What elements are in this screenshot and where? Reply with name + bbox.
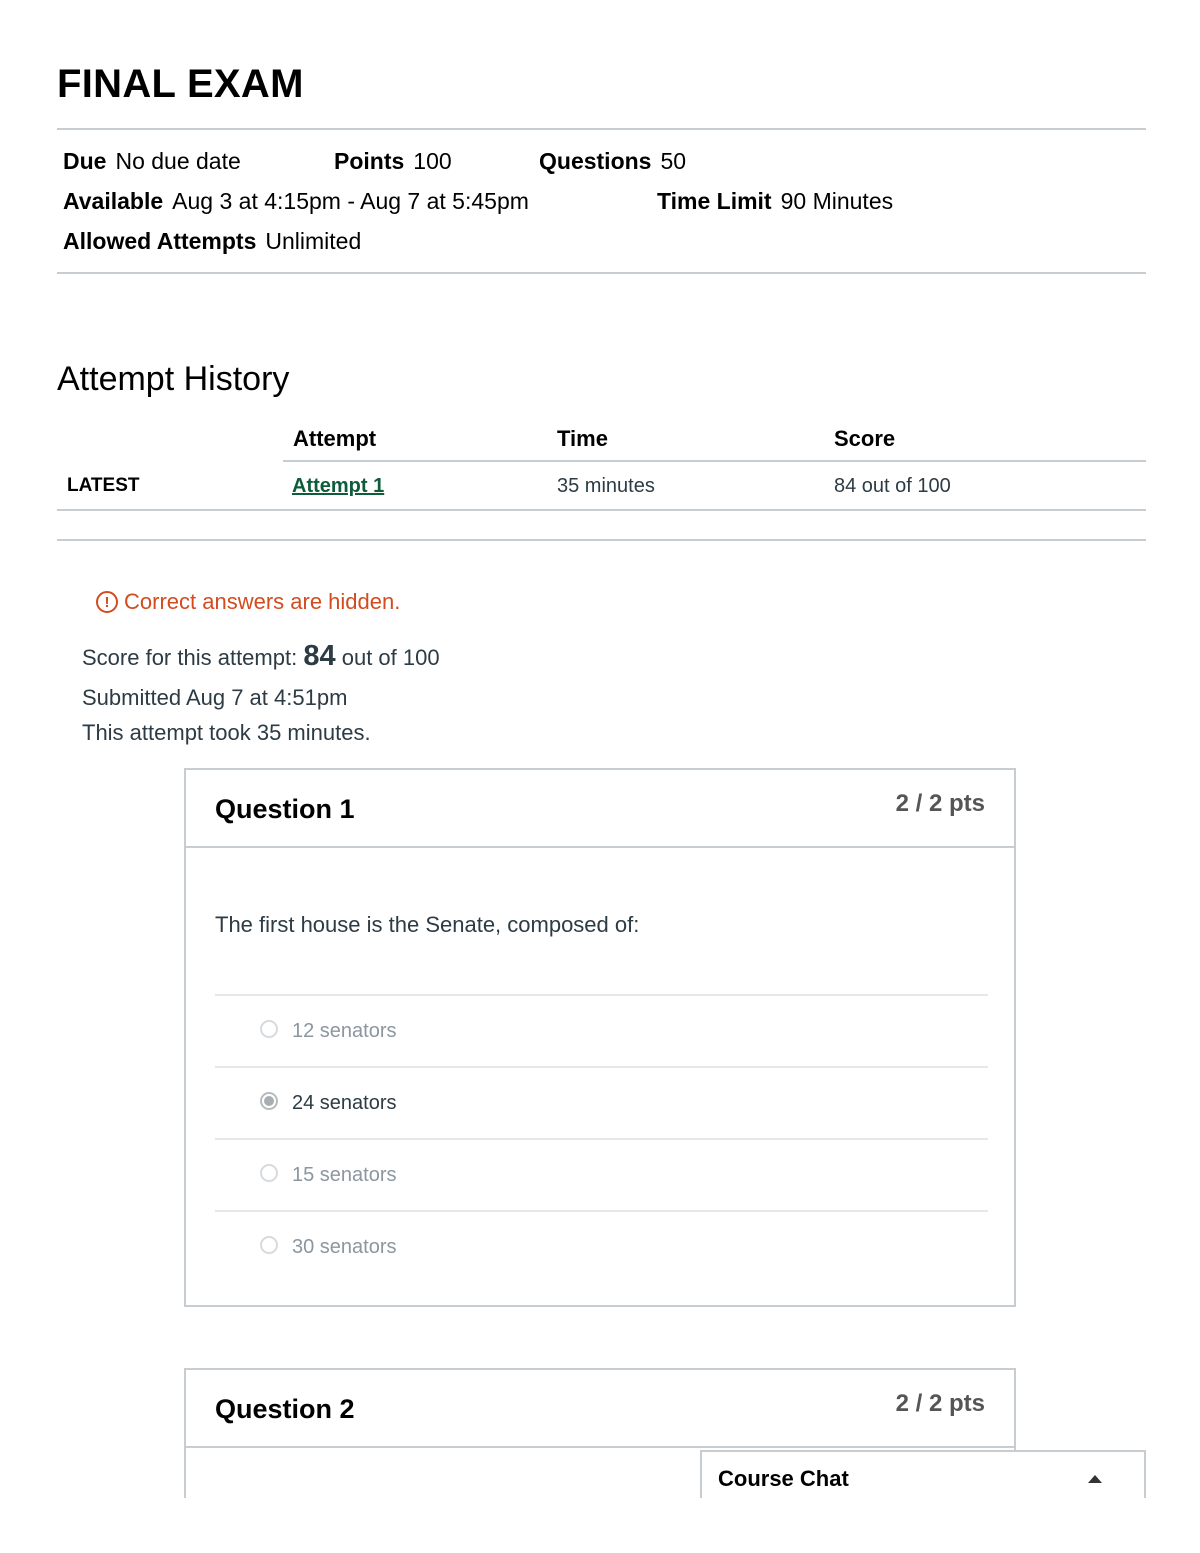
answer-label: 30 senators: [292, 1236, 397, 1258]
answer-option-selected[interactable]: [215, 1066, 988, 1138]
meta-available: [63, 188, 529, 215]
answer-label: 15 senators: [292, 1164, 397, 1186]
meta-questions: [539, 148, 686, 175]
score-value: 84: [303, 640, 336, 672]
column-header-time: Time: [557, 426, 608, 451]
divider: [57, 539, 1146, 541]
meta-label: Points: [334, 148, 405, 174]
radio-button[interactable]: [260, 1236, 278, 1254]
answer-list: [215, 994, 988, 1282]
meta-value: No due date: [115, 148, 241, 174]
meta-points: [334, 148, 452, 175]
table-row-divider: [57, 509, 1146, 511]
table-header-divider: [283, 460, 1146, 462]
meta-value: 100: [413, 148, 452, 174]
warning-circle-icon: !: [96, 591, 118, 613]
question-title: Question 1: [215, 794, 355, 824]
answer-option[interactable]: [215, 994, 988, 1066]
attempt-score: 84 out of 100: [834, 475, 951, 497]
score-prefix: Score for this attempt:: [82, 645, 298, 670]
answer-option[interactable]: [215, 1210, 988, 1282]
attempt-duration: This attempt took 35 minutes.: [82, 720, 371, 745]
meta-value: 50: [660, 148, 687, 174]
question-card: [184, 768, 1016, 1307]
latest-badge: LATEST: [67, 475, 140, 496]
answer-label: 24 senators: [292, 1092, 397, 1114]
question-points: 2 / 2 pts: [895, 790, 985, 817]
course-chat-title: Course Chat: [718, 1466, 849, 1491]
divider: [57, 272, 1146, 274]
question-header: [186, 770, 1014, 848]
meta-label: Available: [63, 188, 164, 214]
meta-label: Allowed Attempts: [63, 228, 257, 254]
submitted-time: Submitted Aug 7 at 4:51pm: [82, 685, 348, 710]
meta-value: Unlimited: [265, 228, 362, 254]
answer-option[interactable]: [215, 1138, 988, 1210]
answer-label: 12 senators: [292, 1020, 397, 1042]
attempt-score-summary: [82, 640, 440, 673]
radio-button[interactable]: [260, 1164, 278, 1182]
notice-text: Correct answers are hidden.: [124, 589, 401, 614]
radio-button-selected[interactable]: [260, 1092, 278, 1110]
divider: [57, 128, 1146, 130]
answers-hidden-notice: [96, 589, 400, 615]
meta-time-limit: [657, 188, 893, 215]
question-points: 2 / 2 pts: [895, 1390, 985, 1417]
column-header-score: Score: [834, 426, 896, 451]
caret-up-icon[interactable]: [1088, 1475, 1102, 1483]
question-title: Question 2: [215, 1394, 355, 1424]
radio-button[interactable]: [260, 1020, 278, 1038]
meta-value: 90 Minutes: [780, 188, 894, 214]
meta-due: [63, 148, 241, 175]
score-suffix: out of 100: [341, 645, 440, 670]
attempt-link[interactable]: Attempt 1: [292, 475, 385, 497]
meta-label: Questions: [539, 148, 652, 174]
meta-label: Due: [63, 148, 107, 174]
attempt-history-title: Attempt History: [57, 360, 290, 398]
meta-value: Aug 3 at 4:15pm - Aug 7 at 5:45pm: [172, 188, 529, 214]
question-header: [186, 1370, 1014, 1448]
page-title: FINAL EXAM: [57, 62, 304, 106]
course-chat-panel[interactable]: [700, 1450, 1146, 1498]
meta-attempts: [63, 228, 361, 255]
meta-label: Time Limit: [657, 188, 772, 214]
question-text: The first house is the Senate, composed of:: [215, 912, 640, 937]
column-header-attempt: Attempt: [293, 426, 377, 451]
attempt-time: 35 minutes: [557, 475, 655, 497]
